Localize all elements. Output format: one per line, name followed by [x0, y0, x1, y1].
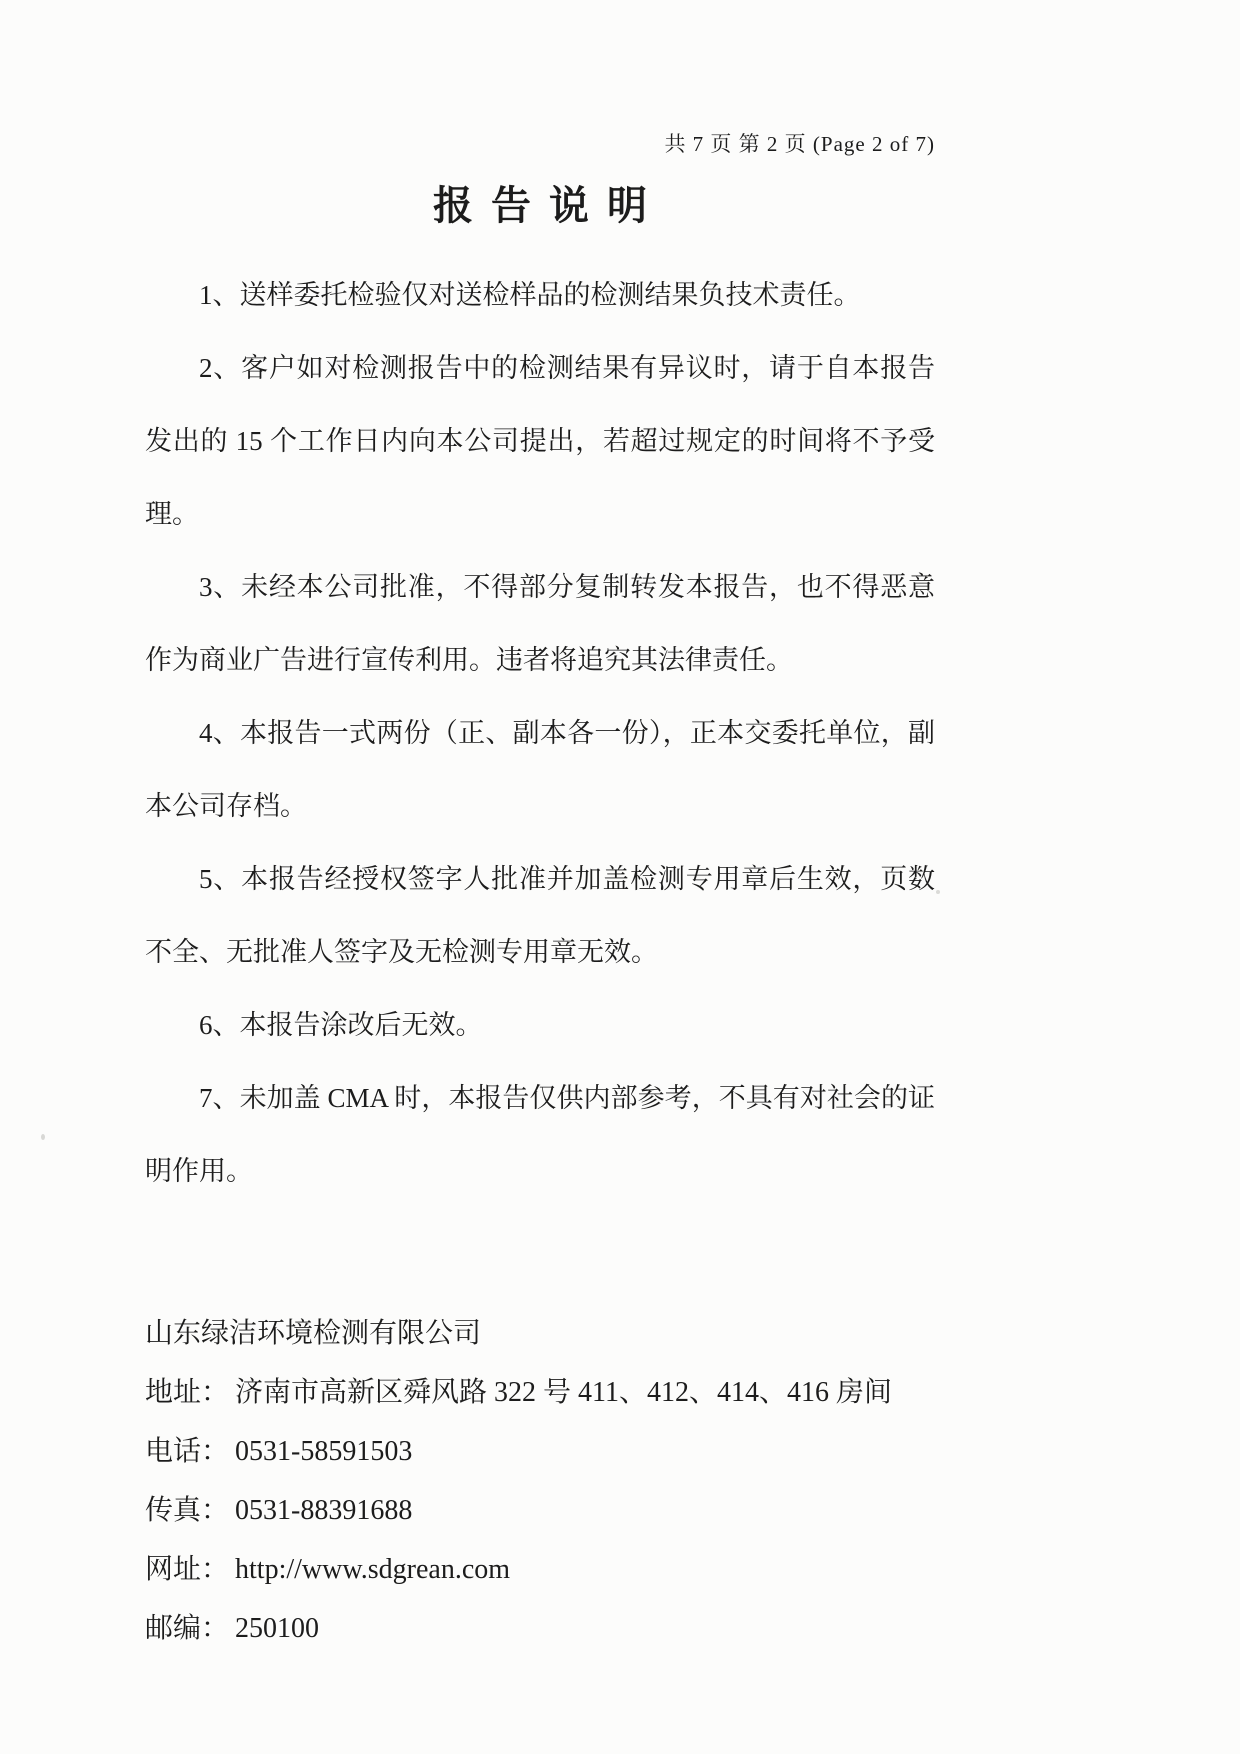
company-postcode [145, 1599, 935, 1658]
note-item-7: 7、未加盖 CMA 时，本报告仅供内部参考，不具有对社会的证明作用。 [145, 1083, 935, 1186]
company-fax [145, 1481, 935, 1540]
postcode-value: 250100 [235, 1613, 320, 1644]
note-item-4: 4、本报告一式两份（正、副本各一份），正本交委托单位，副本公司存档。 [145, 718, 935, 821]
report-notes [145, 259, 935, 1208]
company-info-block [145, 1304, 935, 1658]
page-title: 报告说明 [433, 183, 665, 228]
website-value: http://www.sdgrean.com [235, 1554, 511, 1585]
company-website [145, 1540, 935, 1599]
note-item-3: 3、未经本公司批准，不得部分复制转发本报告，也不得恶意作为商业广告进行宣传利用。违者将追究其法律责任。 [145, 572, 935, 675]
fax-label: 传真： [145, 1495, 230, 1526]
address-label: 地址： [145, 1377, 230, 1408]
scan-speck [41, 1134, 45, 1140]
company-phone [145, 1422, 935, 1481]
note-item-2: 2、客户如对检测报告中的检测结果有异议时，请于自本报告发出的 15 个工作日内向本公司提出，若超过规定的时间将不予受理。 [145, 353, 935, 529]
phone-label: 电话： [145, 1436, 230, 1467]
address-value: 济南市高新区舜风路 322 号 411、412、414、416 房间 [235, 1377, 892, 1408]
note-item-1: 1、送样委托检验仅对送检样品的检测结果负技术责任。 [199, 280, 861, 310]
company-name: 山东绿洁环境检测有限公司 [145, 1318, 482, 1349]
page-pagination: 共 7 页 第 2 页 (Page 2 of 7) [664, 132, 935, 156]
company-address [145, 1363, 935, 1422]
note-item-5: 5、本报告经授权签字人批准并加盖检测专用章后生效，页数不全、无批准人签字及无检测专用章无效。 [145, 864, 935, 967]
website-label: 网址： [145, 1554, 230, 1585]
note-item-6: 6、本报告涂改后无效。 [199, 1010, 483, 1040]
scan-speck [936, 890, 940, 894]
fax-value: 0531-88391688 [235, 1495, 413, 1526]
phone-value: 0531-58591503 [235, 1436, 413, 1467]
postcode-label: 邮编： [145, 1613, 230, 1644]
